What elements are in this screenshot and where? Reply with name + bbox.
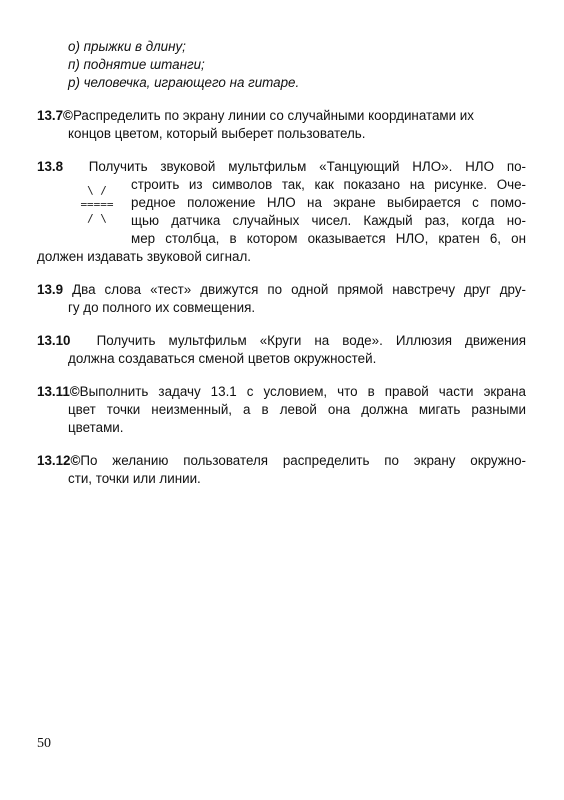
ufo-bottom: / \	[87, 212, 107, 225]
list-item-p: п) поднятие штанги;	[68, 57, 205, 72]
task-text: Выполнить задачу 13.1 с условием, что в правой части экрана	[79, 384, 526, 399]
task-13-9-line-2: гу до полного их совмещения.	[68, 300, 256, 315]
task-13-7-line-2: концов цветом, который выберет пользователь.	[68, 126, 366, 141]
task-13-8-line-1	[37, 158, 526, 176]
task-number: 13.12©	[37, 453, 81, 468]
ufo-top: \ /	[87, 184, 107, 197]
task-text: Получить звуковой мультфильм «Танцующий НЛО». НЛО по-	[88, 159, 526, 174]
task-number: 13.11©	[37, 384, 80, 399]
task-13-11-line-3: цветами.	[68, 420, 124, 435]
task-13-8-line-6: должен издавать звуковой сигнал.	[37, 249, 251, 264]
task-13-12-line-2: сти, точки или линии.	[68, 471, 201, 486]
ufo-figure	[70, 184, 124, 226]
task-text: Распределить по экрану линии со случайными координатами их	[72, 108, 474, 123]
task-13-7-line-1	[37, 107, 474, 125]
page-number: 50	[37, 736, 51, 751]
task-13-8-line-4: щью датчика случайных чисел. Каждый раз, когда но-	[131, 213, 526, 228]
task-number: 13.9	[37, 282, 64, 297]
task-13-10-line-2: должна создаваться сменой цветов окружностей.	[68, 351, 377, 366]
task-number: 13.8	[37, 159, 64, 174]
task-number: 13.7©	[37, 108, 73, 123]
task-text: Два слова «тест» движутся по одной прямой навстречу друг дру-	[72, 282, 526, 297]
task-13-9-line-1	[37, 281, 526, 299]
task-13-11-line-2: цвет точки неизменный, а в левой она должна мигать разными	[68, 402, 526, 417]
task-text: По желанию пользователя распределить по экрану окружно-	[80, 453, 526, 468]
task-text: Получить мультфильм «Круги на воде». Иллюзия движения	[96, 333, 526, 348]
task-13-8-line-5: мер столбца, в котором оказывается НЛО, кратен 6, он	[131, 231, 526, 246]
list-item-r: р) человечка, играющего на гитаре.	[68, 75, 300, 90]
task-13-8-line-2: строить из символов так, как показано на рисунке. Оче-	[131, 177, 526, 192]
task-number: 13.10	[37, 333, 71, 348]
task-13-8-line-3: редное положение НЛО на экране выбирается с помо-	[131, 195, 526, 210]
list-item-o: о) прыжки в длину;	[68, 39, 186, 54]
task-13-10-line-1	[37, 332, 526, 350]
ufo-middle: =====	[80, 198, 114, 211]
task-13-11-line-1	[37, 383, 526, 401]
task-13-12-line-1	[37, 452, 526, 470]
